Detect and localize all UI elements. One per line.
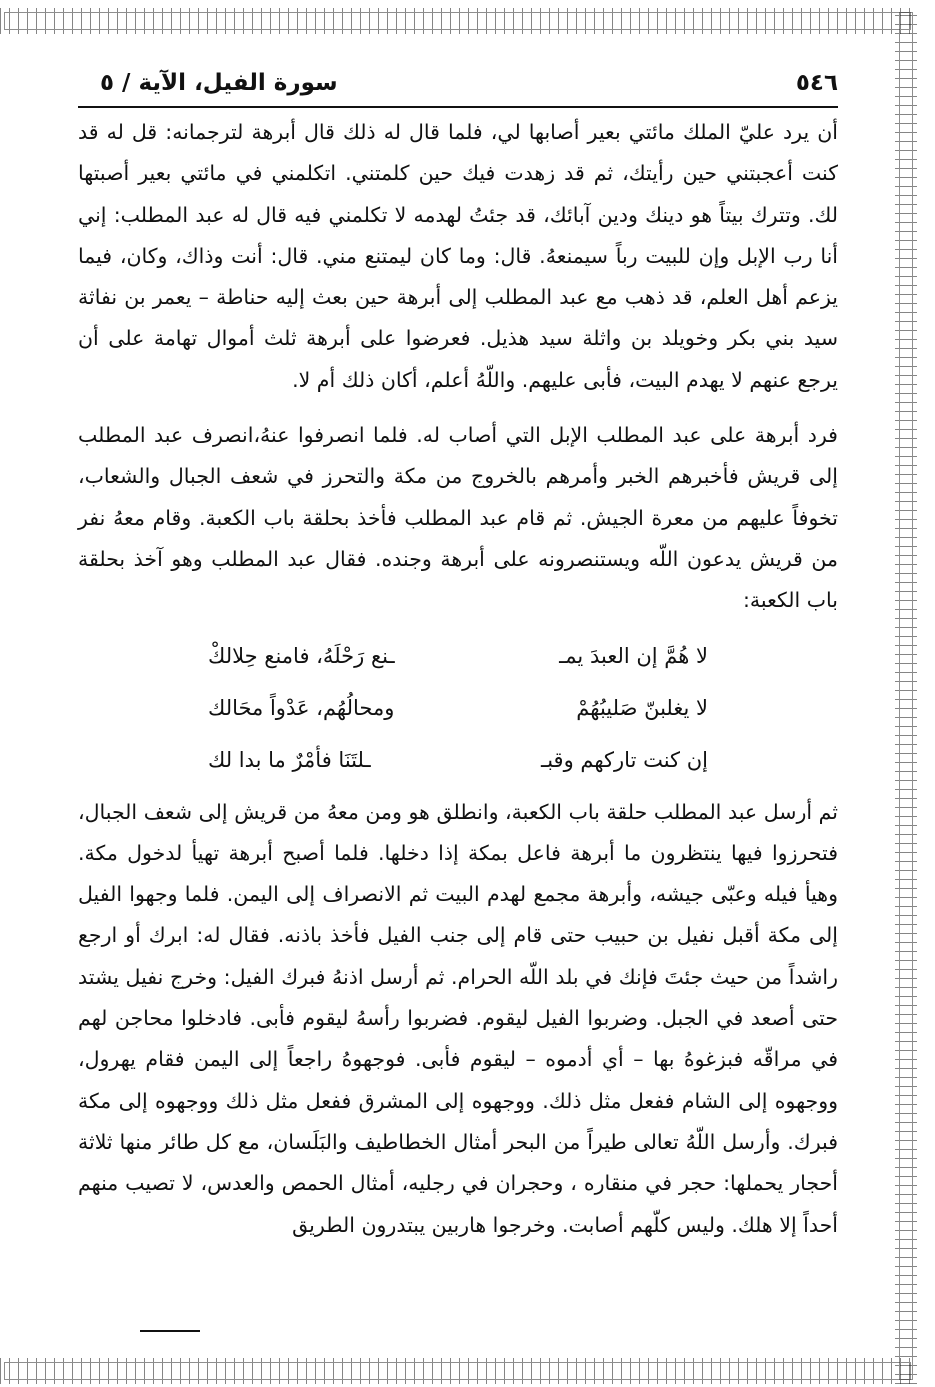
verse-second-hemistich: ـلتَنَا فأمْرٌ ما بدا لك (208, 747, 371, 772)
verse-first-hemistich: إن كنت تاركهم وقبـ (541, 747, 708, 772)
right-ornamental-border (895, 8, 917, 1384)
bottom-ornamental-border (0, 1358, 915, 1384)
top-ornamental-border (0, 8, 915, 34)
paragraph-1: أن يرد عليّ الملك مائتي بعير أصابها لي، فلما قال له ذلك قال أبرهة لترجمانه: قل له قد كنت أعجبتني حين رأيتك، ثم قد زهدت فيك حين كلمتني. اتكلمني في مائتي بعير أصبتها لك. وتترك بيتاً هو دينك ودين آبائك، قد جئتُ لهدمه لا تكلمني فيه قال له عبد المطلب: إني أنا رب الإبل وإن للبيت رباً سيمنعهُ. قال: وما كان ليمتنع مني. قال: أنت وذاك، وكان، فيما يزعم أهل العلم، قد ذهب مع عبد المطلب إلى أبرهة حين بعث إليه حناطة – يعمر بن نفاثة سيد بني بكر وخويلد بن واثلة سيد هذيل. فعرضوا على أبرهة ثلث أموال تهامة على أن يرجع عنهم لا يهدم البيت، فأبى عليهم. واللّهُ أعلم، أكان ذلك أم لا. (78, 120, 838, 392)
verse-first-hemistich: لا هُمَّ إن العبدَ يمـ (559, 643, 708, 668)
poem-verse (78, 630, 838, 682)
poem-verse (78, 682, 838, 734)
poem-verse (78, 734, 838, 786)
verse-first-hemistich: لا يغلبنّ صَليبُهُمْ (576, 695, 708, 720)
verse-second-hemistich: ومحالُهُم، عَدْواً محَالك (208, 695, 395, 720)
poem (78, 630, 838, 786)
page-title: سورة الفيل، الآية / ٥ (100, 70, 338, 96)
page-number: ٥٤٦ (795, 70, 838, 96)
paragraph-3: ثم أرسل عبد المطلب حلقة باب الكعبة، وانطلق هو ومن معهُ من قريش إلى شعف الجبال، فتحرزوا فيها ينتظرون ما أبرهة فاعل بمكة إذا دخلها. فلما أصبح أبرهة تهيأ لدخول مكة. وهيأ فيله وعبّى جيشه، وأبرهة مجمع لهدم البيت ثم الانصراف إلى اليمن. فلما وجهوا الفيل إلى مكة أقبل نفيل بن حبيب حتى قام إلى جنب الفيل فأخذ باذنه. فقال له: ابرك أو ارجع راشداً من حيث جئتَ فإنك في بلد اللّه الحرام. ثم أرسل اذنهُ فبرك الفيل: وخرج نفيل يشتد حتى أصعد في الجبل. وضربوا الفيل ليقوم. فضربوا رأسهُ ليقوم فأبى. فادخلوا محاجن لهم في مراقّه فبزغوهُ بها – أي أدموه – ليقوم فأبى. فوجهوهُ راجعاً إلى اليمن فقام يهرول، ووجهوه إلى الشام ففعل مثل ذلك. ووجهوه إلى المشرق ففعل مثل ذلك ووجهوه إلى مكة فبرك. وأرسل اللّهُ تعالى طيراً من البحر أمثال الخطاطيف والبَلَسان، مع كل طائر منها ثلاثة أحجار يحملها: حجر في منقاره ، وحجران في رجليه، أمثال الحمص والعدس، لا تصيب منهم أحداً إلا هلك. وليس كلّهم أصابت. وخرجوا هاربين يبتدرون الطريق (78, 799, 838, 1237)
footnote-rule (140, 1330, 200, 1332)
page-body (78, 70, 838, 1246)
verse-second-hemistich: ـنع رَحْلَهُ، فامنع حِلالكْ (208, 643, 395, 668)
paragraph-2: فرد أبرهة على عبد المطلب الإبل التي أصاب له. فلما انصرفوا عنهُ،انصرف عبد المطلب إلى قريش فأخبرهم الخبر وأمرهم بالخروج من مكة والتحرز في شعف الجبال والشعاب، تخوفاً عليهم من معرة الجيش. ثم قام عبد المطلب فأخذ بحلقة باب الكعبة. وقام معهُ نفر من قريش يدعون اللّه ويستنصرونه على أبرهة وجنده. فقال عبد المطلب وهو آخذ بحلقة باب الكعبة: (78, 423, 838, 613)
running-header (78, 70, 838, 108)
